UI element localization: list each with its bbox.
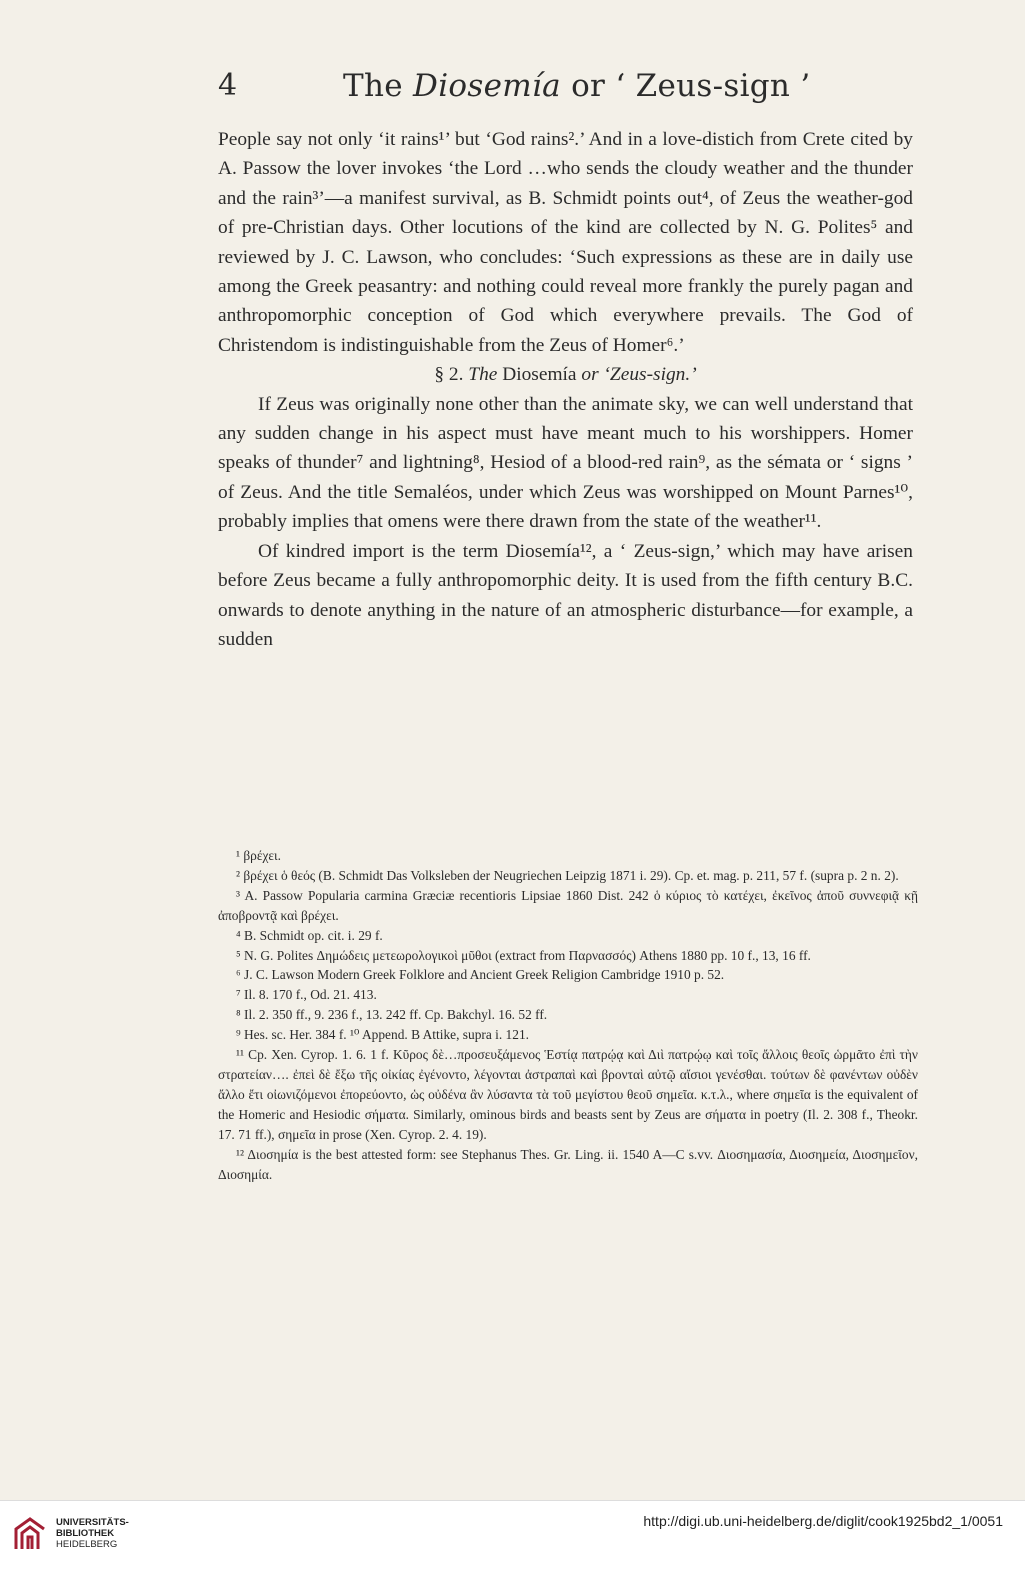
logo-line-3: HEIDELBERG: [56, 1539, 118, 1550]
main-text: [218, 125, 913, 654]
library-footer: [0, 1500, 1025, 1587]
title-prefix: The: [343, 68, 414, 104]
library-name: [56, 1517, 129, 1550]
footnote: ¹² Διοσημία is the best attested form: see Stephanus Thes. Gr. Ling. ii. 1540 A—C s.vv. Διοσημασία, Διοσημεία, Διοσημεῖον, Διοσημία.: [218, 1146, 918, 1182]
footnote: ⁶ J. C. Lawson Modern Greek Folklore and Ancient Greek Religion Cambridge 1910 p. 52.: [236, 967, 725, 983]
footnote: ⁹ Hes. sc. Her. 384 f. ¹⁰ Append. B Attike, supra i. 121.: [236, 1027, 529, 1043]
title-italic: Diosemía: [413, 68, 561, 104]
section-italic-the: The: [468, 364, 498, 386]
section-italic-or: or ‘Zeus-sign.’: [581, 364, 697, 386]
footnote: ⁸ Il. 2. 350 ff., 9. 236 f., 13. 242 ff. Cp. Bakchyl. 16. 52 ff.: [236, 1007, 548, 1023]
paragraph-3: Of kindred import is the term Diosemía¹², a ‘ Zeus-sign,’ which may have arisen before Zeus became a fully anthropomorphic deity. It is used from the fifth century B.C. onwards to denote anything in the nature of an atmospheric disturbance—for example, a sudden: [218, 540, 913, 650]
paragraph-1: People say not only ‘it rains¹’ but ‘God rains².’ And in a love-distich from Crete cited by A. Passow the lover invokes ‘the Lord …who sends the cloudy weather and the thunder and the rain³’—a manifest survival, as B. Schmidt points out⁴, of Zeus the weather-god of pre-Christian days. Other locutions of the kind are collected by N. G. Polites⁵ and reviewed by J. C. Lawson, who concludes: ‘Such expressions as these are in daily use among the Greek peasantry: and nothing could reveal more frankly the purely pagan and anthropomorphic conception of God which everywhere prevails. The God of Christendom is indistinguishable from the Zeus of Homer⁶.’: [218, 129, 913, 356]
page-number: 4: [218, 68, 238, 103]
section-word: Diosemía: [497, 364, 582, 386]
running-header: [218, 68, 918, 108]
section-heading: [218, 360, 913, 389]
footnote: ⁵ N. G. Polites Δημώδεις μετεωρολογικοὶ μῦθοι (extract from Παρνασσός) Athens 1880 pp. 10 f., 13, 16 ff.: [236, 947, 811, 963]
logo-line-1: UNIVERSITÄTS-: [56, 1517, 129, 1528]
footnote: ³ A. Passow Popularia carmina Græciæ recentioris Lipsiae 1860 Dist. 242 ὁ κύριος τὸ κατέχει, ἐκεῖνος ἀποῦ συννεφιᾷ κῇ ἀποβροντᾷ καὶ βρέχει.: [218, 887, 918, 923]
footnote: ² βρέχει ὁ θεός (B. Schmidt Das Volksleben der Neugriechen Leipzig 1871 i. 29). Cp. et. mag. p. 211, 57 f. (supra p. 2 n. 2).: [236, 867, 899, 883]
footnote: ⁷ Il. 8. 170 f., Od. 21. 413.: [236, 987, 377, 1003]
library-logo-icon: [10, 1515, 50, 1555]
permalink-url[interactable]: http://digi.ub.uni-heidelberg.de/diglit/cook1925bd2_1/0051: [643, 1513, 1003, 1529]
footnote: ¹¹ Cp. Xen. Cyrop. 1. 6. 1 f. Κῦρος δὲ…προσευξάμενος Ἑστίᾳ πατρῴᾳ καὶ Διὶ πατρῴῳ καὶ τοῖς ἄλλοις θεοῖς ὡρμᾶτο ἐπὶ τὴν στρατείαν…. ἐπεὶ δὲ ἔξω τῆς οἰκίας ἐγένοντο, λέγονται ἀστραπαὶ καὶ βρονταὶ αὐτῷ αἴσιοι γενέσθαι. τούτων δὲ φανέντων οὐδὲν ἄλλο ἔτι οἰωνιζόμενοι ἐπορεύοντο, ὡς οὐδένα ἂν λύσαντα τὰ τοῦ μεγίστου θεοῦ σημεῖα. κ.τ.λ., where σημεῖα is the equivalent of the Homeric and Hesiodic σήματα. Similarly, ominous birds and beasts sent by Zeus are σήματα in poetry (Il. 2. 308 f., Theokr. 17. 71 ff.), σημεῖα in prose (Xen. Cyrop. 2. 4. 19).: [218, 1047, 918, 1142]
running-title: [343, 68, 811, 104]
footnote: ¹ βρέχει.: [236, 848, 281, 863]
title-suffix: or ‘ Zeus-sign ’: [560, 68, 811, 104]
section-number: § 2.: [434, 364, 469, 386]
footnotes: [218, 846, 918, 1184]
footnote: ⁴ B. Schmidt op. cit. i. 29 f.: [236, 927, 383, 943]
logo-line-2: BIBLIOTHEK: [56, 1528, 115, 1539]
paragraph-2: If Zeus was originally none other than the animate sky, we can well understand that any sudden change in his aspect must have meant much to his worshippers. Homer speaks of thunder⁷ and lightning⁸, Hesiod of a blood-red rain⁹, as the sémata or ‘ signs ’ of Zeus. And the title Semaléos, under which Zeus was worshipped on Mount Parnes¹⁰, probably implies that omens were there drawn from the state of the weather¹¹.: [218, 393, 913, 533]
